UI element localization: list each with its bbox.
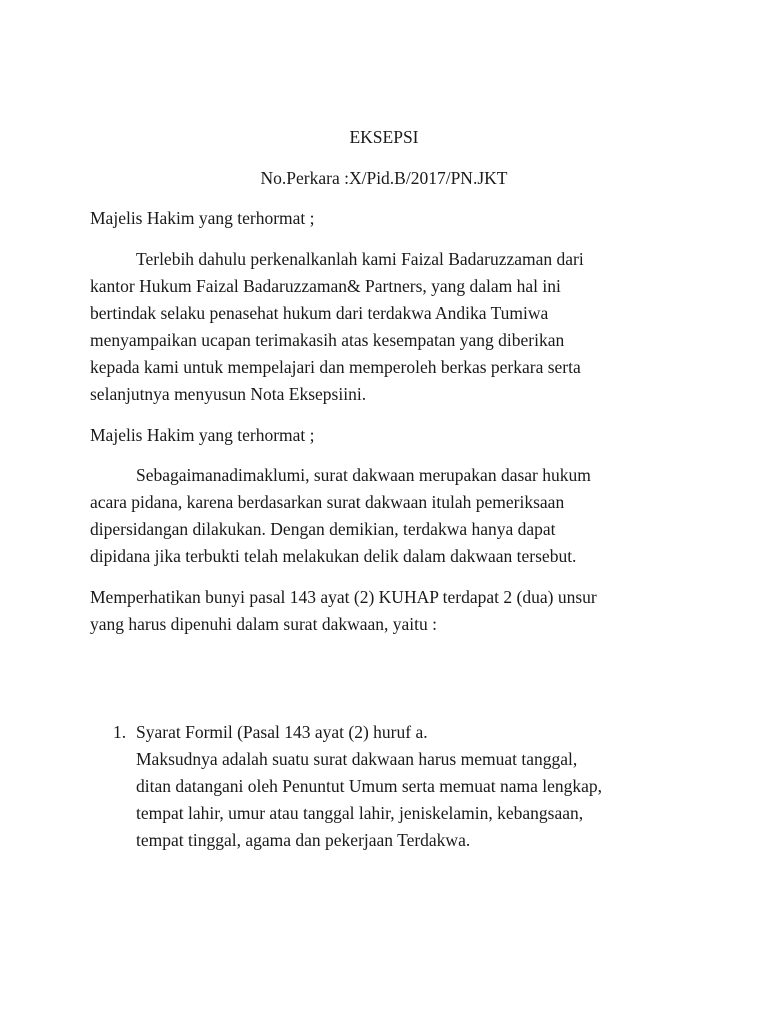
salutation: Majelis Hakim yang terhormat ; <box>90 425 315 445</box>
paragraph-line: tempat tinggal, agama dan pekerjaan Terdakwa. <box>136 830 471 850</box>
paragraph-line: menyampaikan ucapan terimakasih atas kesempatan yang diberikan <box>90 330 565 350</box>
case-number: No.Perkara :X/Pid.B/2017/PN.JKT <box>260 168 508 188</box>
paragraph-line: Maksudnya adalah suatu surat dakwaan harus memuat tanggal, <box>136 749 578 769</box>
list-item-number: 1. <box>113 722 127 742</box>
paragraph-line: tempat lahir, umur atau tanggal lahir, jeniskelamin, kebangsaan, <box>136 803 584 823</box>
paragraph-line: acara pidana, karena berdasarkan surat dakwaan itulah pemeriksaan <box>90 492 565 512</box>
paragraph-line: kantor Hukum Faizal Badaruzzaman& Partners, yang dalam hal ini <box>90 276 561 296</box>
paragraph-line: dipersidangan dilakukan. Dengan demikian, terdakwa hanya dapat <box>90 519 556 539</box>
paragraph-line: kepada kami untuk mempelajari dan memperoleh berkas perkara serta <box>90 357 581 377</box>
paragraph-line: bertindak selaku penasehat hukum dari terdakwa Andika Tumiwa <box>90 303 549 323</box>
salutation: Majelis Hakim yang terhormat ; <box>90 208 315 228</box>
paragraph-line: Memperhatikan bunyi pasal 143 ayat (2) KUHAP terdapat 2 (dua) unsur <box>90 587 597 607</box>
paragraph-line: Terlebih dahulu perkenalkanlah kami Faizal Badaruzzaman dari <box>136 249 584 269</box>
paragraph-line: ditan datangani oleh Penuntut Umum serta memuat nama lengkap, <box>136 776 603 796</box>
list-item-heading: Syarat Formil (Pasal 143 ayat (2) huruf a. <box>136 722 428 742</box>
paragraph-line: Sebagaimanadimaklumi, surat dakwaan merupakan dasar hukum <box>136 465 591 485</box>
paragraph-line: dipidana jika terbukti telah melakukan delik dalam dakwaan tersebut. <box>90 546 577 566</box>
paragraph-line: yang harus dipenuhi dalam surat dakwaan, yaitu : <box>90 614 437 634</box>
document-title: EKSEPSI <box>349 127 419 147</box>
paragraph-line: selanjutnya menyusun Nota Eksepsiini. <box>90 384 367 404</box>
